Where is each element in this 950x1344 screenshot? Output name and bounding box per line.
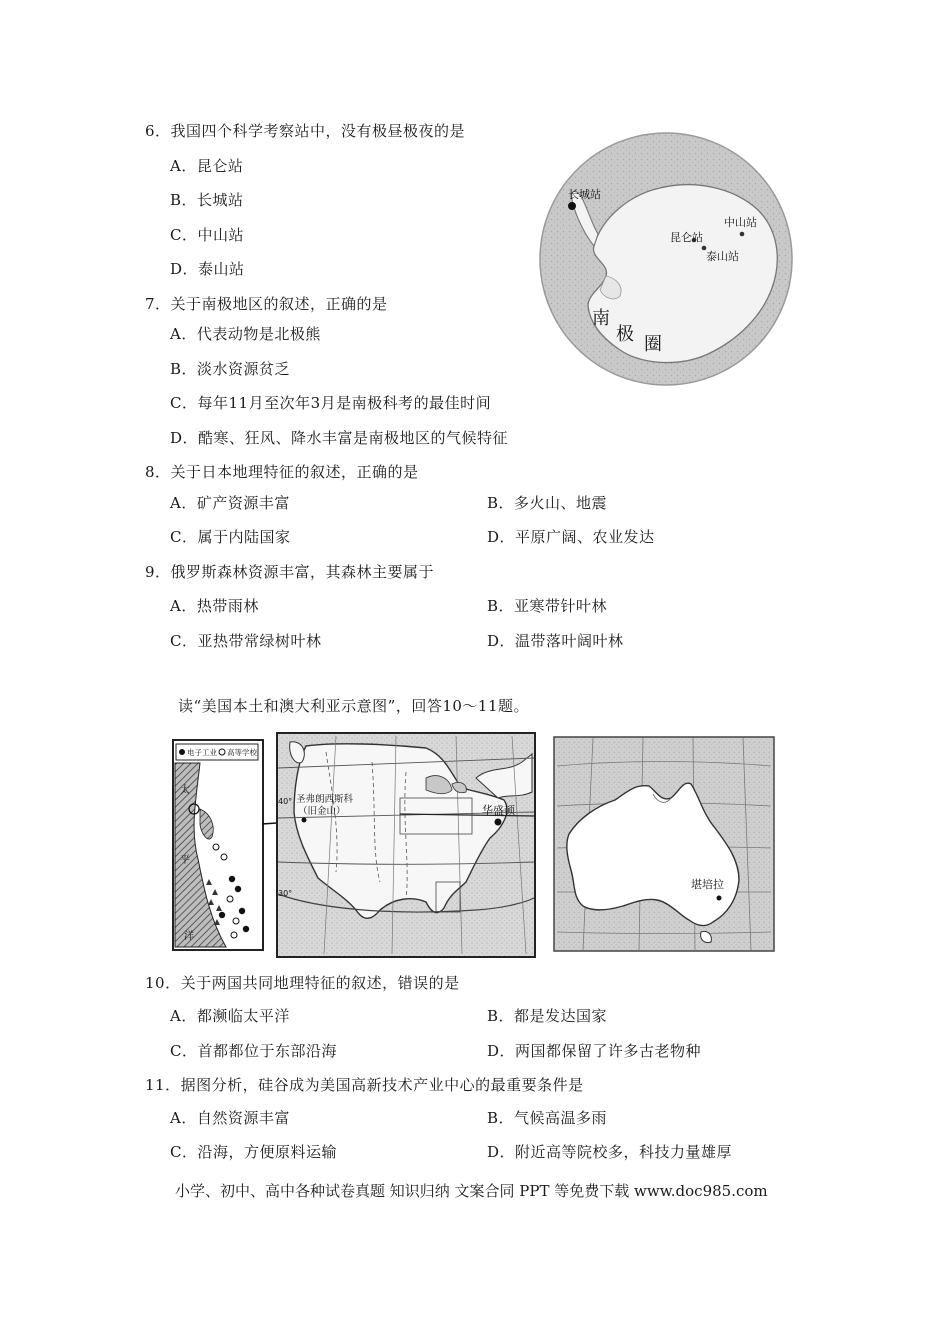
industry-legend-dot <box>179 749 185 755</box>
taishan-station-label: 泰山站 <box>706 250 739 263</box>
latitude-30-label: 30° <box>278 889 293 898</box>
pacific-ocean-label-char1: 太 <box>180 785 190 796</box>
kunlun-station-label: 昆仑站 <box>670 231 703 244</box>
question-8-option-d: D．平原广阔、农业发达 <box>487 528 655 546</box>
question-11-option-b: B．气候高温多雨 <box>487 1109 608 1127</box>
antarctic-circle-label-char1: 南 <box>592 308 610 329</box>
washington-marker <box>495 819 502 826</box>
question-10-stem: 10．关于两国共同地理特征的叙述，错误的是 <box>145 974 460 992</box>
question-9-option-b: B．亚寒带针叶林 <box>487 597 608 615</box>
question-8-stem: 8．关于日本地理特征的叙述，正确的是 <box>145 463 419 481</box>
question-11-stem: 11．据图分析，硅谷成为美国高新技术产业中心的最重要条件是 <box>145 1076 584 1094</box>
silicon-valley-inset-map <box>172 739 264 951</box>
canberra-label: 堪培拉 <box>691 878 724 891</box>
san-francisco-label: 圣弗朗西斯科 <box>296 794 354 805</box>
pacific-ocean-label-char3: 洋 <box>184 931 194 942</box>
changcheng-station-label: 长城站 <box>568 188 601 201</box>
antarctic-circle-label-char2: 极 <box>616 324 634 345</box>
united-states-map <box>276 732 536 958</box>
question-11-option-d: D．附近高等院校多，科技力量雄厚 <box>487 1143 733 1161</box>
question-10-option-c: C．首都都位于东部沿海 <box>170 1042 337 1060</box>
legend-higher-education: 高等学校 <box>227 748 257 757</box>
question-10-option-d: D．两国都保留了许多古老物种 <box>487 1042 702 1060</box>
question-11-option-c: C．沿海，方便原料运输 <box>170 1143 337 1161</box>
antarctic-map <box>532 128 800 390</box>
pacific-ocean-label-char2: 平 <box>180 855 190 866</box>
question-7-option-c: C．每年11月至次年3月是南极科考的最佳时间 <box>170 394 492 412</box>
question-7-stem: 7．关于南极地区的叙述，正确的是 <box>145 295 388 313</box>
question-8-option-b: B．多火山、地震 <box>487 494 608 512</box>
question-8-option-a: A．矿产资源丰富 <box>170 494 290 512</box>
question-7-option-b: B．淡水资源贫乏 <box>170 360 291 378</box>
san-francisco-label-alt: （旧金山） <box>298 806 346 817</box>
antarctic-circle-label-char3: 圈 <box>644 334 662 355</box>
washington-label: 华盛顿 <box>482 804 515 817</box>
question-7-option-a: A．代表动物是北极熊 <box>170 325 321 343</box>
map-reading-instruction: 读“美国本土和澳大利亚示意图”，回答10～11题。 <box>178 697 530 715</box>
latitude-40-label: 40° <box>278 797 293 806</box>
question-11-option-a: A．自然资源丰富 <box>170 1109 290 1127</box>
question-9-stem: 9．俄罗斯森林资源丰富，其森林主要属于 <box>145 563 435 581</box>
question-8-option-c: C．属于内陆国家 <box>170 528 291 546</box>
canberra-marker <box>717 896 722 901</box>
san-francisco-marker <box>302 818 307 823</box>
question-9-option-d: D．温带落叶阔叶林 <box>487 632 624 650</box>
footer-text: 小学、初中、高中各种试卷真题 知识归纳 文案合同 PPT 等免费下载 www.doc985.com <box>175 1182 768 1200</box>
question-6-stem: 6．我国四个科学考察站中，没有极昼极夜的是 <box>145 122 466 140</box>
zhongshan-station-marker <box>740 232 745 237</box>
question-6-option-a: A．昆仑站 <box>170 157 244 175</box>
question-10-option-a: A．都濒临太平洋 <box>170 1007 290 1025</box>
question-10-option-b: B．都是发达国家 <box>487 1007 608 1025</box>
zhongshan-station-label: 中山站 <box>724 216 757 229</box>
question-9-option-c: C．亚热带常绿树叶林 <box>170 632 322 650</box>
question-9-option-a: A．热带雨林 <box>170 597 259 615</box>
question-6-option-b: B．长城站 <box>170 191 244 209</box>
question-6-option-d: D．泰山站 <box>170 260 245 278</box>
australia-map <box>553 736 775 958</box>
legend-electronics-industry: 电子工业 <box>187 748 217 757</box>
changcheng-station-marker <box>568 202 576 210</box>
question-6-option-c: C．中山站 <box>170 226 244 244</box>
question-7-option-d: D．酷寒、狂风、降水丰富是南极地区的气候特征 <box>170 429 509 447</box>
